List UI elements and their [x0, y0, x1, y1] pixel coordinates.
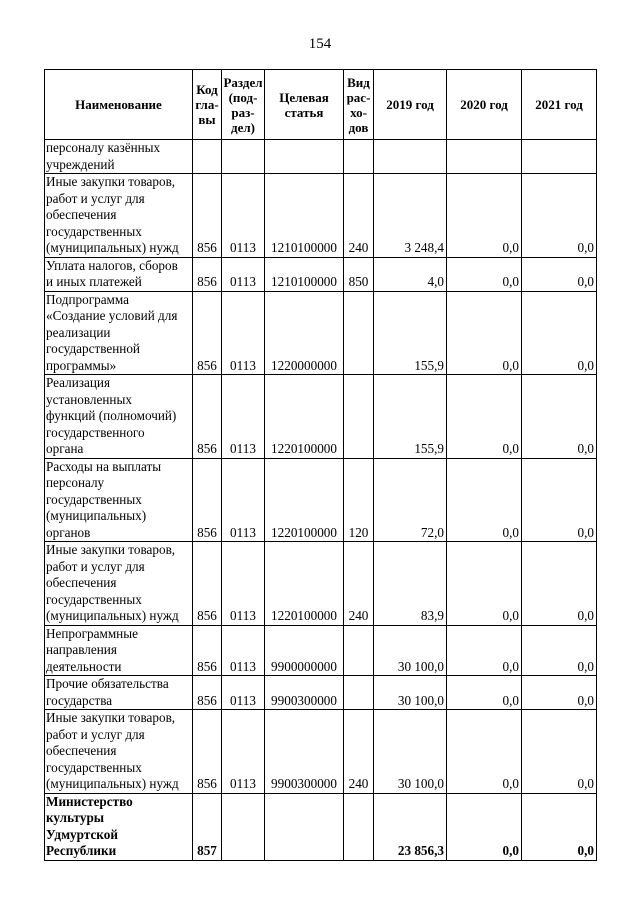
cell-2019: 30 100,0 [374, 676, 447, 710]
cell-expense-type [344, 793, 374, 860]
cell-2020: 0,0 [447, 458, 522, 542]
cell-section: 0113 [222, 174, 265, 258]
cell-name: персоналу казённых учреждений [45, 140, 193, 174]
table-row [45, 140, 597, 174]
cell-expense-type [344, 625, 374, 676]
cell-section [222, 793, 265, 860]
cell-2019: 30 100,0 [374, 625, 447, 676]
table-row [45, 793, 597, 860]
cell-2021: 0,0 [522, 542, 597, 626]
cell-expense-type: 240 [344, 542, 374, 626]
cell-section: 0113 [222, 542, 265, 626]
cell-2020 [447, 140, 522, 174]
cell-chapter-code: 856 [193, 291, 222, 375]
cell-target-article: 1220000000 [265, 291, 344, 375]
cell-2019: 30 100,0 [374, 710, 447, 794]
cell-chapter-code: 856 [193, 542, 222, 626]
cell-2021: 0,0 [522, 676, 597, 710]
cell-2021: 0,0 [522, 458, 597, 542]
page-number: 154 [308, 36, 332, 52]
cell-target-article: 9900300000 [265, 676, 344, 710]
cell-section: 0113 [222, 257, 265, 291]
cell-name: Прочие обязательства государства [45, 676, 193, 710]
table-row [45, 542, 597, 626]
cell-expense-type: 240 [344, 710, 374, 794]
table-row [45, 257, 597, 291]
cell-expense-type: 850 [344, 257, 374, 291]
table-row [45, 676, 597, 710]
cell-target-article [265, 793, 344, 860]
cell-2021 [522, 140, 597, 174]
cell-expense-type: 120 [344, 458, 374, 542]
header-name: Наименование [45, 70, 193, 140]
cell-2020: 0,0 [447, 676, 522, 710]
cell-2019: 72,0 [374, 458, 447, 542]
cell-expense-type [344, 291, 374, 375]
cell-target-article: 1210100000 [265, 257, 344, 291]
cell-section: 0113 [222, 625, 265, 676]
cell-2021: 0,0 [522, 625, 597, 676]
cell-2019: 23 856,3 [374, 793, 447, 860]
cell-section: 0113 [222, 676, 265, 710]
header-section: Раздел (под- раз- дел) [222, 70, 265, 140]
cell-expense-type [344, 140, 374, 174]
cell-target-article [265, 140, 344, 174]
cell-2020: 0,0 [447, 291, 522, 375]
cell-2020: 0,0 [447, 793, 522, 860]
cell-2021: 0,0 [522, 793, 597, 860]
cell-expense-type: 240 [344, 174, 374, 258]
cell-chapter-code: 857 [193, 793, 222, 860]
table-row [45, 710, 597, 794]
cell-2019: 4,0 [374, 257, 447, 291]
cell-name: Уплата налогов, сборов и иных платежей [45, 257, 193, 291]
table-row [45, 291, 597, 375]
cell-name: Реализация установленных функций (полномочий) государственного органа [45, 375, 193, 459]
cell-chapter-code: 856 [193, 676, 222, 710]
cell-name: Иные закупки товаров, работ и услуг для обеспечения государственных (муниципальных) нужд [45, 710, 193, 794]
cell-2021: 0,0 [522, 710, 597, 794]
header-chapter-code: Код гла- вы [193, 70, 222, 140]
cell-name: Непрограммные направления деятельности [45, 625, 193, 676]
cell-chapter-code: 856 [193, 257, 222, 291]
cell-chapter-code: 856 [193, 625, 222, 676]
cell-section: 0113 [222, 710, 265, 794]
table-row [45, 458, 597, 542]
cell-section: 0113 [222, 375, 265, 459]
cell-name: Иные закупки товаров, работ и услуг для обеспечения государственных (муниципальных) нужд [45, 174, 193, 258]
cell-2020: 0,0 [447, 710, 522, 794]
cell-2020: 0,0 [447, 257, 522, 291]
cell-2021: 0,0 [522, 257, 597, 291]
cell-2019: 83,9 [374, 542, 447, 626]
header-target-article: Целевая статья [265, 70, 344, 140]
cell-target-article: 1220100000 [265, 542, 344, 626]
cell-chapter-code: 856 [193, 174, 222, 258]
cell-target-article: 1210100000 [265, 174, 344, 258]
budget-table [44, 69, 597, 861]
cell-target-article: 1220100000 [265, 375, 344, 459]
header-2021: 2021 год [522, 70, 597, 140]
table-row [45, 375, 597, 459]
cell-2020: 0,0 [447, 625, 522, 676]
cell-2021: 0,0 [522, 174, 597, 258]
cell-section: 0113 [222, 458, 265, 542]
cell-2020: 0,0 [447, 375, 522, 459]
cell-2020: 0,0 [447, 174, 522, 258]
cell-2019: 3 248,4 [374, 174, 447, 258]
cell-name: Подпрограмма «Создание условий для реализации государственной программы» [45, 291, 193, 375]
cell-2021: 0,0 [522, 291, 597, 375]
header-2020: 2020 год [447, 70, 522, 140]
cell-target-article: 9900000000 [265, 625, 344, 676]
cell-name: Расходы на выплаты персоналу государственных (муниципальных) органов [45, 458, 193, 542]
cell-chapter-code: 856 [193, 710, 222, 794]
cell-2020: 0,0 [447, 542, 522, 626]
cell-chapter-code: 856 [193, 458, 222, 542]
cell-section [222, 140, 265, 174]
cell-target-article: 9900300000 [265, 710, 344, 794]
header-expense-type: Вид рас- хо- дов [344, 70, 374, 140]
cell-chapter-code: 856 [193, 375, 222, 459]
cell-expense-type [344, 676, 374, 710]
cell-2021: 0,0 [522, 375, 597, 459]
cell-name: Министерство культуры Удмуртской Республики [45, 793, 193, 860]
table-row [45, 625, 597, 676]
cell-2019: 155,9 [374, 375, 447, 459]
cell-2019 [374, 140, 447, 174]
header-2019: 2019 год [374, 70, 447, 140]
cell-name: Иные закупки товаров, работ и услуг для обеспечения государственных (муниципальных) нужд [45, 542, 193, 626]
table-row [45, 174, 597, 258]
cell-2019: 155,9 [374, 291, 447, 375]
table-header-row [45, 70, 597, 140]
cell-target-article: 1220100000 [265, 458, 344, 542]
cell-expense-type [344, 375, 374, 459]
cell-section: 0113 [222, 291, 265, 375]
cell-chapter-code [193, 140, 222, 174]
